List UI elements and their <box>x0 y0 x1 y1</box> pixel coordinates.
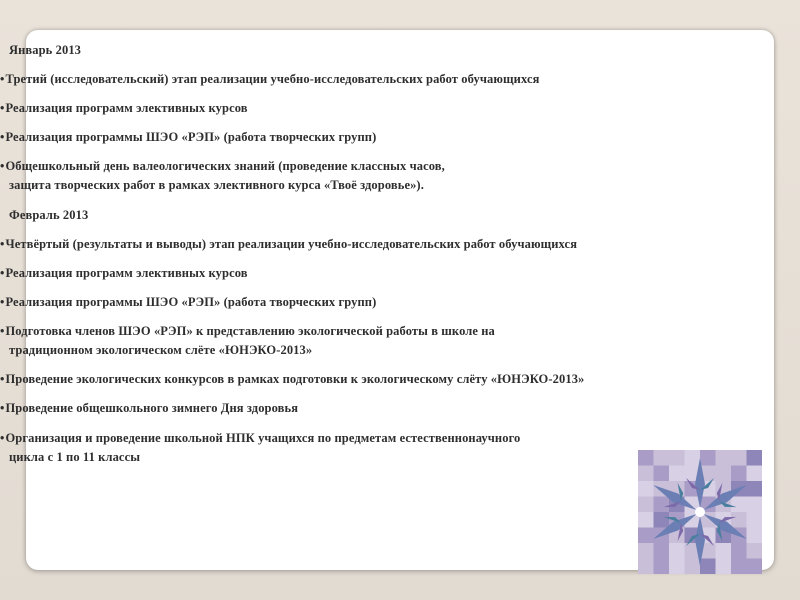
month-heading-january: Январь 2013 <box>9 43 82 57</box>
quilt-tile <box>747 481 763 497</box>
quilt-tile <box>747 543 763 559</box>
quilt-tile <box>638 543 654 559</box>
quilt-tile <box>685 450 701 466</box>
quilt-tile <box>654 450 670 466</box>
quilt-tile <box>638 528 654 544</box>
quilt-tile <box>731 450 747 466</box>
list-item-continuation: цикла с 1 по 11 классы <box>9 450 141 464</box>
quilt-tile <box>716 450 732 466</box>
list-item: • Проведение экологических конкурсов в рамках подготовки к экологическому слёту «ЮНЭКО-2013» <box>0 371 584 388</box>
quilt-tile <box>638 466 654 482</box>
quilt-tile <box>669 466 685 482</box>
quilt-tile <box>731 497 747 513</box>
list-item: • Подготовка членов ШЭО «РЭП» к представлению экологической работы в школе на <box>0 323 495 340</box>
quilt-tile <box>731 543 747 559</box>
snowflake-core <box>695 507 705 517</box>
quilt-tile <box>654 497 670 513</box>
quilt-tile <box>747 512 763 528</box>
quilt-tile <box>731 512 747 528</box>
list-item: • Проведение общешкольного зимнего Дня здоровья <box>0 400 298 417</box>
list-item: • Общешкольный день валеологических знаний (проведение классных часов, <box>0 158 445 175</box>
quilt-tile <box>638 481 654 497</box>
quilt-tile <box>654 559 670 575</box>
quilt-tile <box>747 450 763 466</box>
quilt-tile <box>700 559 716 575</box>
month-heading-february: Февраль 2013 <box>9 208 89 222</box>
quilt-tile <box>700 450 716 466</box>
list-item: • Реализация программ элективных курсов <box>0 265 248 282</box>
list-item-continuation: защита творческих работ в рамках элективного курса «Твоё здоровье»). <box>9 178 424 192</box>
quilt-tile <box>747 466 763 482</box>
quilt-tile <box>716 466 732 482</box>
quilt-tile <box>716 559 732 575</box>
list-item: • Организация и проведение школьной НПК учащихся по предметам естественнонаучного <box>0 430 520 447</box>
quilt-tile <box>654 543 670 559</box>
quilt-tile <box>654 512 670 528</box>
list-item: • Третий (исследовательский) этап реализации учебно-исследовательских работ обучающихся <box>0 71 539 88</box>
quilt-tile <box>747 559 763 575</box>
quilt-tile <box>685 559 701 575</box>
quilt-tile <box>747 528 763 544</box>
snowflake-quilt-icon <box>638 450 762 574</box>
quilt-tile <box>638 559 654 575</box>
quilt-tile <box>669 559 685 575</box>
quilt-tile <box>638 450 654 466</box>
quilt-tile <box>638 497 654 513</box>
quilt-tile <box>731 466 747 482</box>
quilt-tile <box>638 512 654 528</box>
list-item: • Реализация программ элективных курсов <box>0 100 248 117</box>
quilt-tile <box>654 466 670 482</box>
quilt-tile <box>669 543 685 559</box>
list-item-continuation: традиционном экологическом слёте «ЮНЭКО-2013» <box>9 343 313 357</box>
list-item: • Реализация программы ШЭО «РЭП» (работа творческих групп) <box>0 294 376 311</box>
quilt-tile <box>731 559 747 575</box>
list-item: • Четвёртый (результаты и выводы) этап реализации учебно-исследовательских работ обучающихся <box>0 236 577 253</box>
quilt-tile <box>716 543 732 559</box>
quilt-tile <box>669 450 685 466</box>
list-item: • Реализация программы ШЭО «РЭП» (работа творческих групп) <box>0 129 376 146</box>
quilt-tile <box>747 497 763 513</box>
